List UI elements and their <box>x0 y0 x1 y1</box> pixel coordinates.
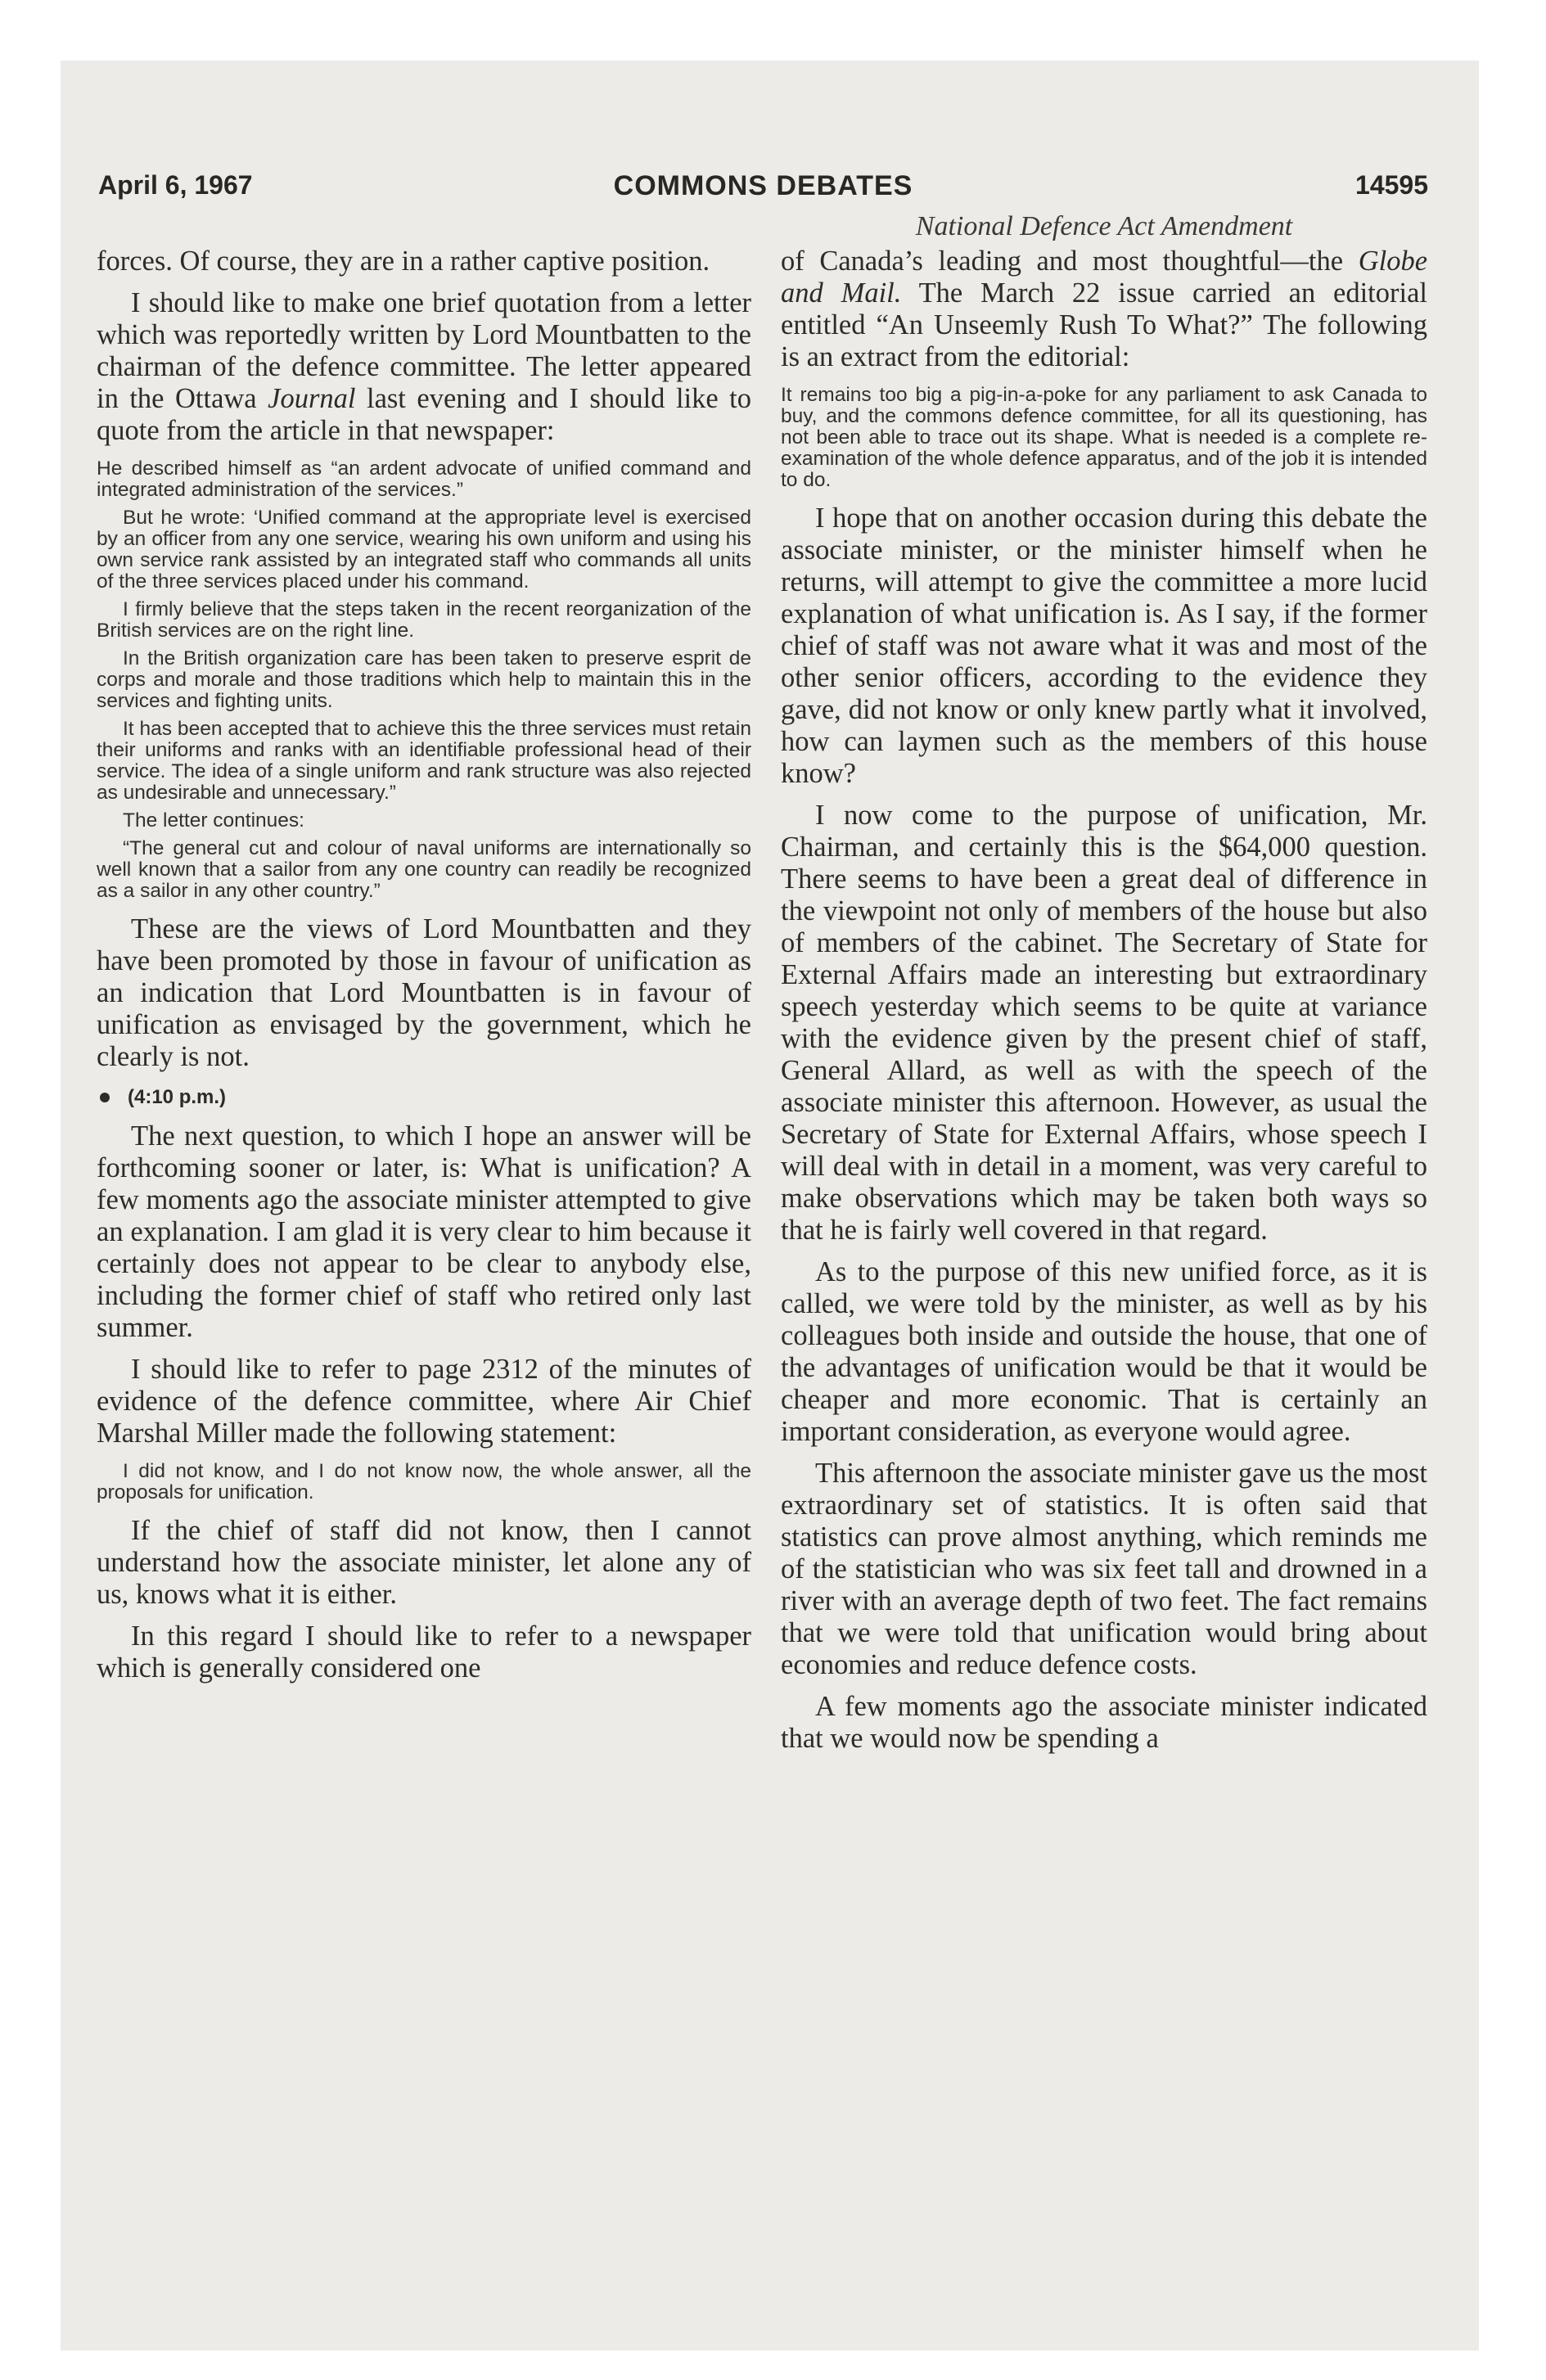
block-quote: “The general cut and colour of naval uniforms are internationally so well known that a sailor from any one country can readily be recognized as a sailor in any other country.” <box>97 837 751 902</box>
block-quote: He described himself as “an ardent advocate of unified command and integrated administration of the services.” <box>97 458 751 501</box>
paragraph: This afternoon the associate minister gave us the most extraordinary set of statistics. It is often said that statistics can prove almost anything, which reminds me of the statistician who was six feet tall and drowned in a river with an average depth of two feet. The fact remains that we were told that unification would bring about economies and reduce defence costs. <box>781 1458 1427 1680</box>
paragraph: In this regard I should like to refer to a newspaper which is generally considered one <box>97 1620 751 1684</box>
header-journal-title: COMMONS DEBATES <box>613 170 913 201</box>
block-quote: I firmly believe that the steps taken in the recent reorganization of the British services are on the right line. <box>97 598 751 642</box>
block-quote: In the British organization care has been taken to preserve esprit de corps and morale and those traditions which help to maintain this in the services and fighting units. <box>97 647 751 712</box>
right-column <box>781 246 1427 2112</box>
left-column <box>97 246 751 2112</box>
block-quote: It remains too big a pig-in-a-poke for any parliament to ask Canada to buy, and the commons defence committee, for all its questioning, has not been able to trace out its shape. What is needed is a complete re-examination of the whole defence apparatus, and of the job it is intended to do. <box>781 384 1427 491</box>
bullet-icon <box>100 1093 110 1102</box>
block-quote: The letter continues: <box>123 809 304 832</box>
paragraph: I should like to refer to page 2312 of the minutes of evidence of the defence committee, where Air Chief Marshal Miller made the following statement: <box>97 1354 751 1449</box>
paragraph: The next question, to which I hope an answer will be forthcoming sooner or later, is: What is unification? A few moments ago the associate minister attempted to give an explanation. I am glad it is very clear to him because it certainly does not appear to be clear to anybody else, including the former chief of staff who retired only last summer. <box>97 1120 751 1343</box>
header-page-number: 14595 <box>1355 170 1428 200</box>
block-quote: But he wrote: ‘Unified command at the appropriate level is exercised by an officer from any one service, wearing his own uniform and using his own service rank assisted by an integrated staff who commands all units of the three services placed under his command. <box>97 507 751 593</box>
header-date: April 6, 1967 <box>98 170 253 200</box>
running-subject-heading: National Defence Act Amendment <box>915 211 1293 241</box>
timestamp: (4:10 p.m.) <box>97 1086 751 1109</box>
paragraph: These are the views of Lord Mountbatten and they have been promoted by those in favour of unification as an indication that Lord Mountbatten is in favour of unification as envisaged by the government, which he clearly is not. <box>97 913 751 1072</box>
paragraph: I now come to the purpose of unification, Mr. Chairman, and certainly this is the $64,000 question. There seems to have been a great deal of difference in the viewpoint not only of members of the house but also of members of the cabinet. The Secretary of State for External Affairs made an interesting but extraordinary speech yesterday which seems to be quite at variance with the evidence given by the present chief of staff, General Allard, as well as with the speech of the associate minister this afternoon. However, as usual the Secretary of State for External Affairs, whose speech I will deal with in detail in a moment, was very careful to make observations which may be taken both ways so that he is fairly well covered in that regard. <box>781 800 1427 1246</box>
paragraph: forces. Of course, they are in a rather captive position. <box>97 246 710 277</box>
page-header <box>98 170 1428 206</box>
paragraph: A few moments ago the associate minister indicated that we would now be spending a <box>781 1691 1427 1754</box>
paragraph: I should like to make one brief quotation from a letter which was reportedly written by Lord Mountbatten to the chairman of the defence committee. The letter appeared in the Ottawa Journal last evening and I should like to quote from the article in that newspaper: <box>97 287 752 446</box>
paragraph: I hope that on another occasion during this debate the associate minister, or the minister himself when he returns, will attempt to give the committee a more lucid explanation of what unification is. As I say, if the former chief of staff was not aware what it was and most of the other senior officers, according to the evidence they gave, did not know or only knew partly what it involved, how can laymen such as the members of this house know? <box>781 503 1427 789</box>
paragraph: If the chief of staff did not know, then I cannot understand how the associate minister, let alone any of us, knows what it is either. <box>97 1515 751 1610</box>
paragraph: As to the purpose of this new unified force, as it is called, we were told by the minister, as well as by his colleagues both inside and outside the house, that one of the advantages of unification would be that it would be cheaper and more economic. That is certainly an important consideration, as everyone would agree. <box>781 1256 1427 1447</box>
block-quote: It has been accepted that to achieve this the three services must retain their uniforms and ranks with an identifiable professional head of their service. The idea of a single uniform and rank structure was also rejected as undesirable and unnecessary.” <box>97 718 751 804</box>
paragraph: of Canada’s leading and most thoughtful—the Globe and Mail. The March 22 issue carried an editorial entitled “An Unseemly Rush To What?” The following is an extract from the editorial: <box>781 246 1428 372</box>
block-quote: I did not know, and I do not know now, the whole answer, all the proposals for unification. <box>97 1460 751 1503</box>
